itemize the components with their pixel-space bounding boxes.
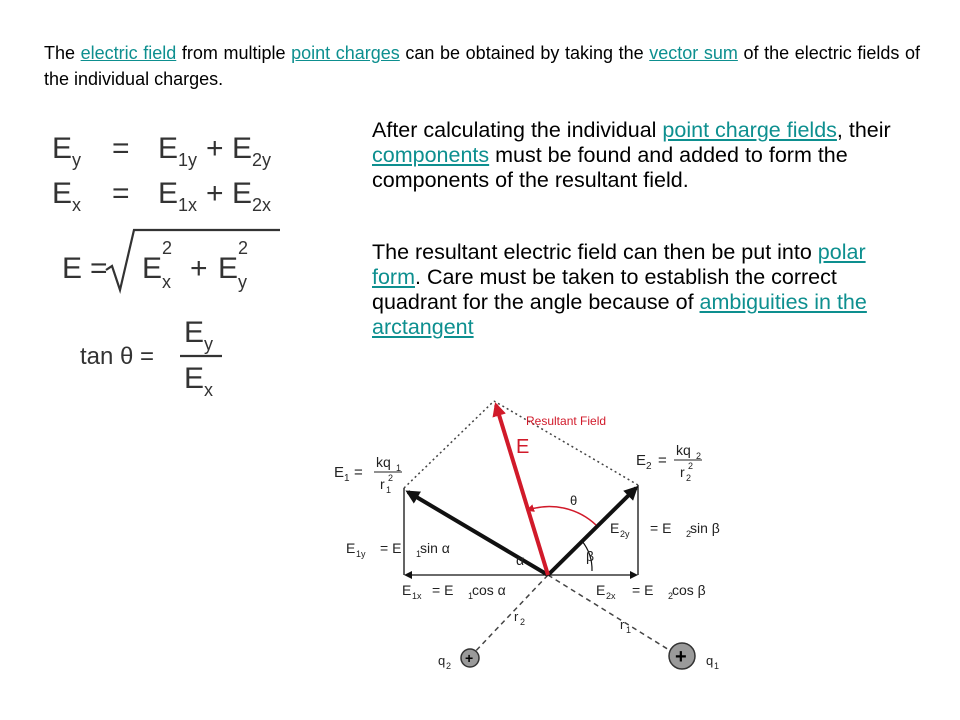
e-equals: =: [90, 252, 108, 285]
e1x-formula: [402, 582, 506, 601]
ex-lhs: E: [52, 177, 73, 210]
e-x-squared: 2: [162, 238, 173, 258]
e2y-symbol: E: [610, 520, 620, 536]
ey-lhs: E: [52, 132, 73, 165]
e2x-rhs-tail: cos β: [672, 582, 706, 598]
r1-label: r: [620, 617, 625, 632]
e2x-rhs: = E: [632, 582, 654, 598]
theta-label: θ: [570, 493, 578, 508]
e1x-rhs-sub: 1: [468, 591, 474, 601]
polar-form-paragraph: [372, 240, 917, 340]
ex-rhs-2-sub: 2x: [252, 195, 272, 215]
ex-equals: =: [112, 177, 130, 210]
link-polar-form[interactable]: polar form: [372, 240, 866, 289]
charge-q1-sign: +: [675, 646, 687, 668]
tan-denominator: E: [184, 362, 205, 395]
e2-sub: 2: [646, 461, 652, 472]
ey-equals: =: [112, 132, 130, 165]
e2x-rhs-sub: 2: [668, 591, 674, 601]
para-text: . Care must be taken to establish the correct quadrant for the angle because of: [372, 265, 837, 314]
ey-equation: [52, 132, 271, 170]
para-text: After calculating the individual: [372, 118, 663, 142]
r1-dashed-line: [548, 575, 674, 653]
link-components[interactable]: components: [372, 143, 490, 167]
tan-numerator: E: [184, 316, 205, 349]
e1-sub: 1: [344, 473, 350, 484]
e-y: E: [218, 252, 239, 285]
kq2: kq: [676, 442, 691, 458]
ex-rhs-2: E: [232, 177, 253, 210]
e1x-sub: 1x: [412, 591, 422, 601]
e-y-sub: y: [238, 272, 247, 292]
e-lhs: E: [62, 252, 83, 285]
e1y-rhs-tail: sin α: [420, 540, 450, 556]
e2x-symbol: E: [596, 582, 606, 598]
alpha-label: α: [516, 552, 525, 568]
q2-label: q: [438, 653, 446, 668]
e2x-formula: [596, 582, 706, 601]
ey-lhs-sub: y: [72, 150, 81, 170]
r2sq-sup: 2: [688, 461, 694, 471]
e1-equals: =: [354, 464, 363, 481]
tangent-equation: [80, 316, 222, 400]
r1-label-sub: 1: [626, 625, 632, 635]
link-point-charge-fields[interactable]: point charge fields: [662, 118, 837, 142]
e-x-sub: x: [162, 272, 171, 292]
r2-label: r: [514, 609, 519, 624]
e-x: E: [142, 252, 163, 285]
ex-equation: [52, 177, 271, 215]
r1sq-sub: 1: [386, 485, 392, 495]
para-text: must be found and added to form the components of the resultant field.: [372, 143, 848, 192]
r2-label-sub: 2: [520, 617, 526, 627]
e2y-formula: [610, 520, 720, 539]
magnitude-equation: [62, 230, 280, 292]
e1y-rhs-sub: 1: [416, 549, 422, 559]
ex-rhs-1-sub: 1x: [178, 195, 198, 215]
ey-rhs-2-sub: 2y: [252, 150, 272, 170]
kq2-sub: 2: [696, 451, 702, 461]
ex-plus: +: [206, 177, 224, 210]
components-paragraph: [372, 118, 917, 193]
e1-symbol: E: [334, 464, 345, 481]
e-plus: +: [190, 252, 208, 285]
ey-plus: +: [206, 132, 224, 165]
intro-text: from multiple: [176, 43, 292, 63]
theta-arc: [528, 507, 596, 525]
e1x-rhs: = E: [432, 582, 454, 598]
e2-equals: =: [658, 452, 667, 469]
tan-denominator-sub: x: [204, 380, 213, 400]
ex-lhs-sub: x: [72, 195, 81, 215]
q1-label: q: [706, 653, 714, 668]
tan-lhs: tan θ =: [80, 343, 155, 370]
q2-label-sub: 2: [446, 661, 452, 671]
link-point-charges[interactable]: point charges: [291, 43, 400, 63]
e2-symbol: E: [636, 452, 647, 469]
link-ambiguities-arctangent[interactable]: ambiguities in the arctangent: [372, 290, 867, 339]
dotted-line-e1-to-resultant: [404, 401, 494, 488]
e1-magnitude-formula: [334, 454, 402, 495]
e2y-rhs-sub: 2: [686, 529, 692, 539]
kq1: kq: [376, 454, 391, 470]
e2y-rhs: = E: [650, 520, 672, 536]
e-y-squared: 2: [238, 238, 249, 258]
para-text: , their: [836, 118, 891, 142]
beta-label: β: [586, 548, 595, 564]
ey-rhs-1: E: [158, 132, 179, 165]
ex-rhs-1: E: [158, 177, 179, 210]
ey-rhs-1-sub: 1y: [178, 150, 198, 170]
field-component-formulas: [50, 118, 310, 408]
e-vector-label: E: [516, 436, 530, 458]
resultant-field-label: Resultant Field: [526, 414, 607, 428]
e2y-rhs-tail: sin β: [690, 520, 720, 536]
link-vector-sum[interactable]: vector sum: [649, 43, 738, 63]
e1x-rhs-tail: cos α: [472, 582, 506, 598]
r1sq: r: [380, 476, 385, 492]
intro-text: of the electric fields of the individual charges.: [44, 43, 920, 89]
tan-numerator-sub: y: [204, 334, 213, 354]
e1x-symbol: E: [402, 582, 412, 598]
r1sq-sup: 2: [388, 473, 394, 483]
e1y-symbol: E: [346, 540, 356, 556]
q1-label-sub: 1: [714, 661, 720, 671]
kq1-sub: 1: [396, 463, 402, 473]
e1y-sub: 1y: [356, 549, 366, 559]
e1y-formula: [346, 540, 450, 559]
e2x-sub: 2x: [606, 591, 616, 601]
resultant-field-diagram: [320, 385, 740, 685]
r2sq: r: [680, 464, 685, 480]
intro-text: The: [44, 43, 81, 63]
ey-rhs-2: E: [232, 132, 253, 165]
e2-magnitude-formula: [636, 442, 702, 483]
r2sq-sub: 2: [686, 473, 692, 483]
intro-paragraph: [44, 40, 920, 92]
e1y-rhs: = E: [380, 540, 402, 556]
intro-text: can be obtained by taking the: [399, 43, 650, 63]
para-text: The resultant electric field can then be put into: [372, 240, 818, 264]
e2y-sub: 2y: [620, 529, 630, 539]
charge-q2-sign: +: [465, 650, 474, 666]
link-electric-field[interactable]: electric field: [80, 43, 177, 63]
